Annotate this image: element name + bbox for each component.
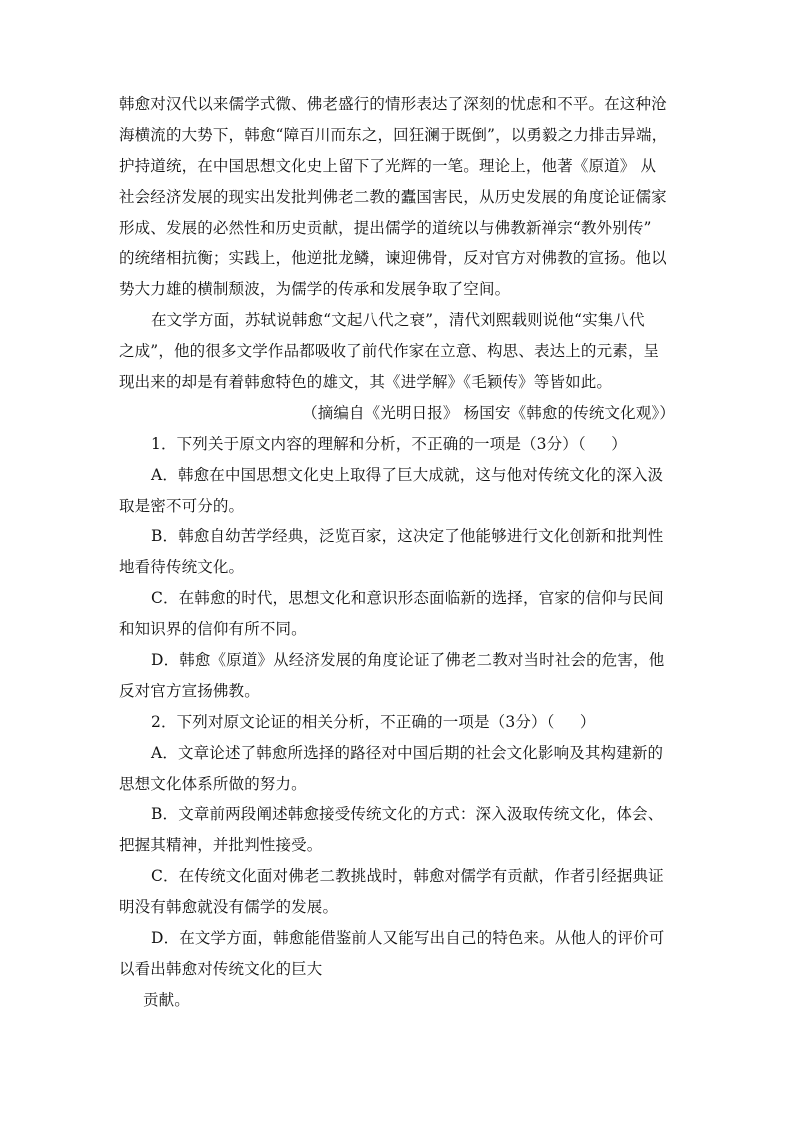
text-line: 贡献。	[143, 990, 190, 1009]
text-line: C．在韩愈的时代，思想文化和意识形态面临新的选择，官家的信仰与民间	[151, 589, 664, 608]
text-line: 把握其精神，并批判性接受。	[119, 836, 323, 855]
text-line: C．在传统文化面对佛老二教挑战时，韩愈对儒学有贡献，作者引经据典证	[151, 867, 664, 886]
text-line: 在文学方面，苏轼说韩愈“文起八代之衰”，清代刘熙载则说他“实集八代	[151, 311, 645, 330]
text-line: B．韩愈自幼苦学经典，泛览百家，这决定了他能够进行文化创新和批判性	[151, 527, 664, 546]
text-line: 韩愈对汉代以来儒学式微、佛老盛行的情形表达了深刻的忧虑和不平。在这种沧	[119, 95, 667, 113]
text-line: 取是密不可分的。	[119, 496, 245, 515]
document-page	[119, 89, 675, 1016]
text-line: 明没有韩愈就没有儒学的发展。	[119, 898, 339, 917]
text-line: D．韩愈《原道》从经济发展的角度论证了佛老二教对当时社会的危害，他	[151, 651, 665, 670]
text-line: 势大力雄的横制颓波，为儒学的传承和发展争取了空间。	[119, 280, 511, 299]
text-line: 现出来的却是有着韩愈特色的雄文，其《进学解》《毛颖传》等皆如此。	[119, 373, 613, 392]
text-line: D．在文学方面，韩愈能借鉴前人又能写出自己的特色来。从他人的评价可	[151, 929, 665, 948]
text-line: 和知识界的信仰有所不同。	[119, 620, 307, 639]
text-line: 形成、发展的必然性和历史贡献，提出儒学的道统以与佛教新禅宗“教外别传”	[119, 218, 652, 237]
text-line: 1．下列关于原文内容的理解和分析，不正确的一项是（3分）（ ）	[151, 434, 627, 453]
text-line: 之成”，他的很多文学作品都吸收了前代作家在立意、构思、表达上的元素，呈	[119, 342, 660, 361]
text-line: 的统绪相抗衡；实践上，他逆批龙鳞，谏迎佛骨，反对官方对佛教的宣扬。他以	[119, 249, 667, 268]
text-line: 护持道统，在中国思想文化史上留下了光辉的一笔。理论上，他著《原道》 从	[119, 156, 657, 175]
text-line: 社会经济发展的现实出发批判佛老二教的蠹国害民，从历史发展的角度论证儒家	[119, 187, 667, 206]
text-line: 地看待传统文化。	[119, 558, 245, 577]
text-line: A．韩愈在中国思想文化史上取得了巨大成就，这与他对传统文化的深入汲	[151, 465, 664, 484]
text-line: （摘编自《光明日报》 杨国安《韩愈的传统文化观》）	[302, 403, 675, 422]
text-line: 反对官方宣扬佛教。	[119, 681, 260, 700]
text-line: B．文章前两段阐述韩愈接受传统文化的方式：深入汲取传统文化，体会、	[151, 805, 664, 824]
text-line: 以看出韩愈对传统文化的巨大	[119, 959, 323, 978]
text-line: A．文章论述了韩愈所选择的路径对中国后期的社会文化影响及其构建新的	[151, 743, 664, 762]
text-line: 2．下列对原文论证的相关分析，不正确的一项是（3分）（ ）	[151, 712, 596, 731]
text-line: 海横流的大势下，韩愈“障百川而东之，回狂澜于既倒”，以勇毅之力排击异端，	[119, 125, 668, 144]
text-line: 思想文化体系所做的努力。	[119, 774, 307, 793]
